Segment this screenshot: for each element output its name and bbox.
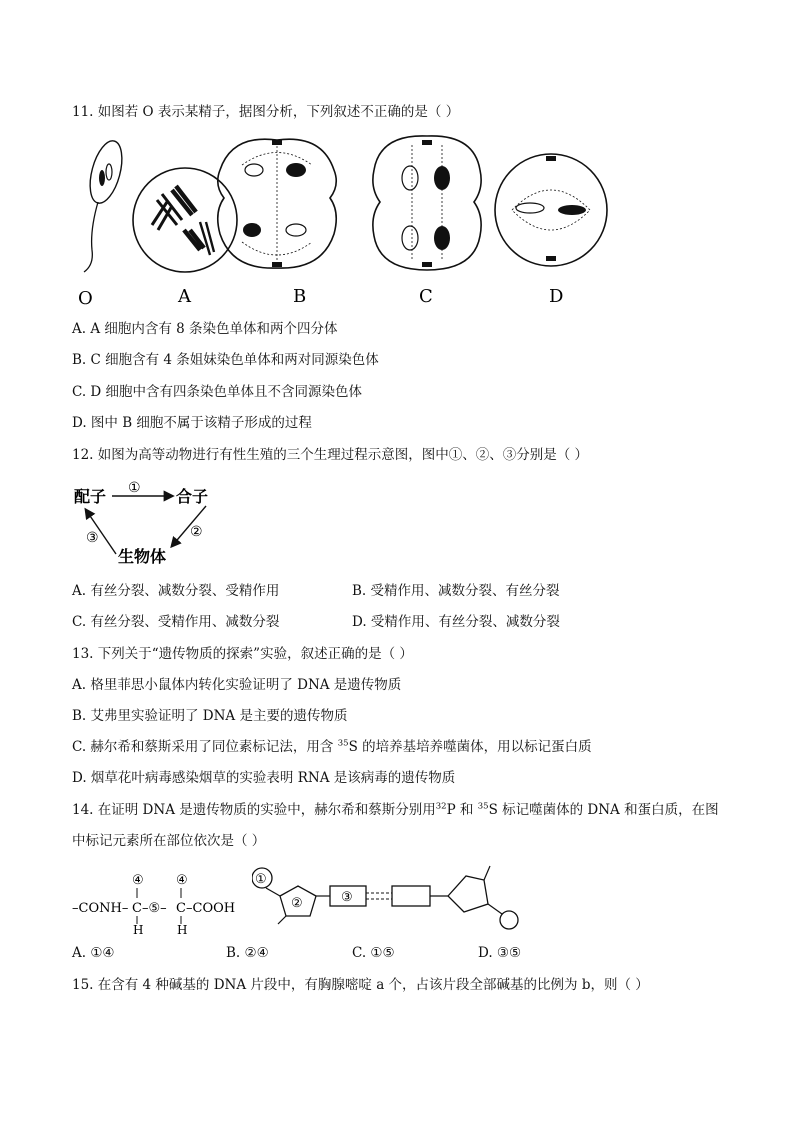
q14-option-c: C. ①⑤: [352, 945, 395, 961]
sulfur-isotope-mass: 35: [477, 801, 489, 812]
formula-top-4-second: ④: [176, 873, 188, 888]
q13-option-d: D. 烟草花叶病毒感染烟草的实验表明 RNA 是该病毒的遗传物质: [72, 770, 456, 786]
figure-label-d: D: [549, 286, 564, 307]
nucleotide-label-2: ②: [291, 896, 303, 911]
q14-stem-line1: [72, 801, 719, 819]
q12-option-b: B. 受精作用、减数分裂、有丝分裂: [352, 583, 560, 599]
q13-stem: 13. 下列关于“遗传物质的探索”实验，叙述正确的是（ ）: [72, 646, 413, 662]
q14-option-d: D. ③⑤: [478, 945, 522, 961]
q14-option-a: A. ①④: [72, 945, 115, 961]
formula-right-group: –COOH: [186, 901, 236, 916]
q13-option-a: A. 格里菲思小鼠体内转化实验证明了 DNA 是遗传物质: [72, 677, 402, 693]
q12-option-d: D. 受精作用、有丝分裂、减数分裂: [352, 614, 560, 630]
arrow-1-label: ①: [128, 480, 141, 496]
q11-option-c: C. D 细胞中含有四条染色单体且不含同源染色体: [72, 384, 363, 400]
node-organism: 生物体: [118, 547, 167, 566]
formula-link-5: –⑤–: [142, 901, 167, 916]
q13-option-c-text: C. 赫尔希和蔡斯采用了同位素标记法，用含: [72, 739, 338, 755]
formula-left-group: –CONH–: [72, 901, 129, 916]
q14-option-b: B. ②④: [226, 945, 269, 961]
sperm-cell-o: [84, 137, 128, 272]
figure-label-c: C: [419, 286, 433, 307]
q12-cycle-diagram: [72, 476, 232, 572]
q11-stem: 11. 如图若 O 表示某精子，据图分析，下列叙述不正确的是（ ）: [72, 104, 460, 120]
q14-peptide-formula: [72, 866, 242, 936]
q13-option-b: B. 艾弗里实验证明了 DNA 是主要的遗传物质: [72, 708, 348, 724]
q12-stem: 12. 如图为高等动物进行有性生殖的三个生理过程示意图，图中①、②、③分别是（ ）: [72, 447, 589, 463]
figure-label-o: O: [78, 288, 93, 309]
nucleotide-label-1: ①: [255, 872, 267, 887]
sulfur-isotope-mass: 35: [337, 738, 349, 749]
figure-label-b: B: [293, 286, 307, 307]
q11-option-d: D. 图中 B 细胞不属于该精子形成的过程: [72, 415, 312, 431]
formula-bottom-h-first: H: [133, 923, 144, 936]
q12-option-c: C. 有丝分裂、受精作用、减数分裂: [72, 614, 280, 630]
q11-option-b: B. C 细胞含有 4 条姐妹染色单体和两对同源染色体: [72, 352, 379, 368]
q14-stem-part3: S 标记噬菌体的 DNA 和蛋白质，在图: [488, 802, 719, 818]
arrow-3-label: ③: [86, 530, 99, 546]
q13-option-c: [72, 738, 592, 756]
formula-bottom-h-second: H: [177, 923, 188, 936]
q13-option-c-rest: S 的培养基培养噬菌体，用以标记蛋白质: [348, 739, 592, 755]
formula-carbon-1: C: [132, 901, 142, 916]
cell-b: [218, 139, 337, 268]
q12-option-a: A. 有丝分裂、减数分裂、受精作用: [72, 583, 280, 599]
arrow-2-label: ②: [190, 524, 203, 540]
nucleotide-label-3: ③: [341, 890, 353, 905]
q11-option-a: A. A 细胞内含有 8 条染色单体和两个四分体: [72, 321, 338, 337]
q14-stem-line2: 中标记元素所在部位依次是（ ）: [72, 833, 266, 849]
q14-nucleotide-diagram: [252, 860, 522, 932]
cell-c: [373, 136, 481, 270]
cell-a: [133, 168, 237, 272]
q15-stem: 15. 在含有 4 种碱基的 DNA 片段中，有胸腺嘧啶 a 个，占该片段全部碱基的比例为 b，则（ ）: [72, 977, 649, 993]
node-zygote: 合子: [176, 487, 209, 506]
node-gamete: 配子: [74, 487, 107, 506]
q14-stem-part1: 14. 在证明 DNA 是遗传物质的实验中，赫尔希和蔡斯分别用: [72, 802, 436, 818]
formula-top-4-first: ④: [132, 873, 144, 888]
figure-label-a: A: [178, 286, 191, 307]
cell-d: [495, 154, 607, 266]
q11-cell-figure: [72, 130, 612, 310]
formula-carbon-2: C: [176, 901, 186, 916]
q14-stem-part2: P 和: [446, 802, 478, 818]
phosphorus-isotope-mass: 32: [435, 801, 447, 812]
